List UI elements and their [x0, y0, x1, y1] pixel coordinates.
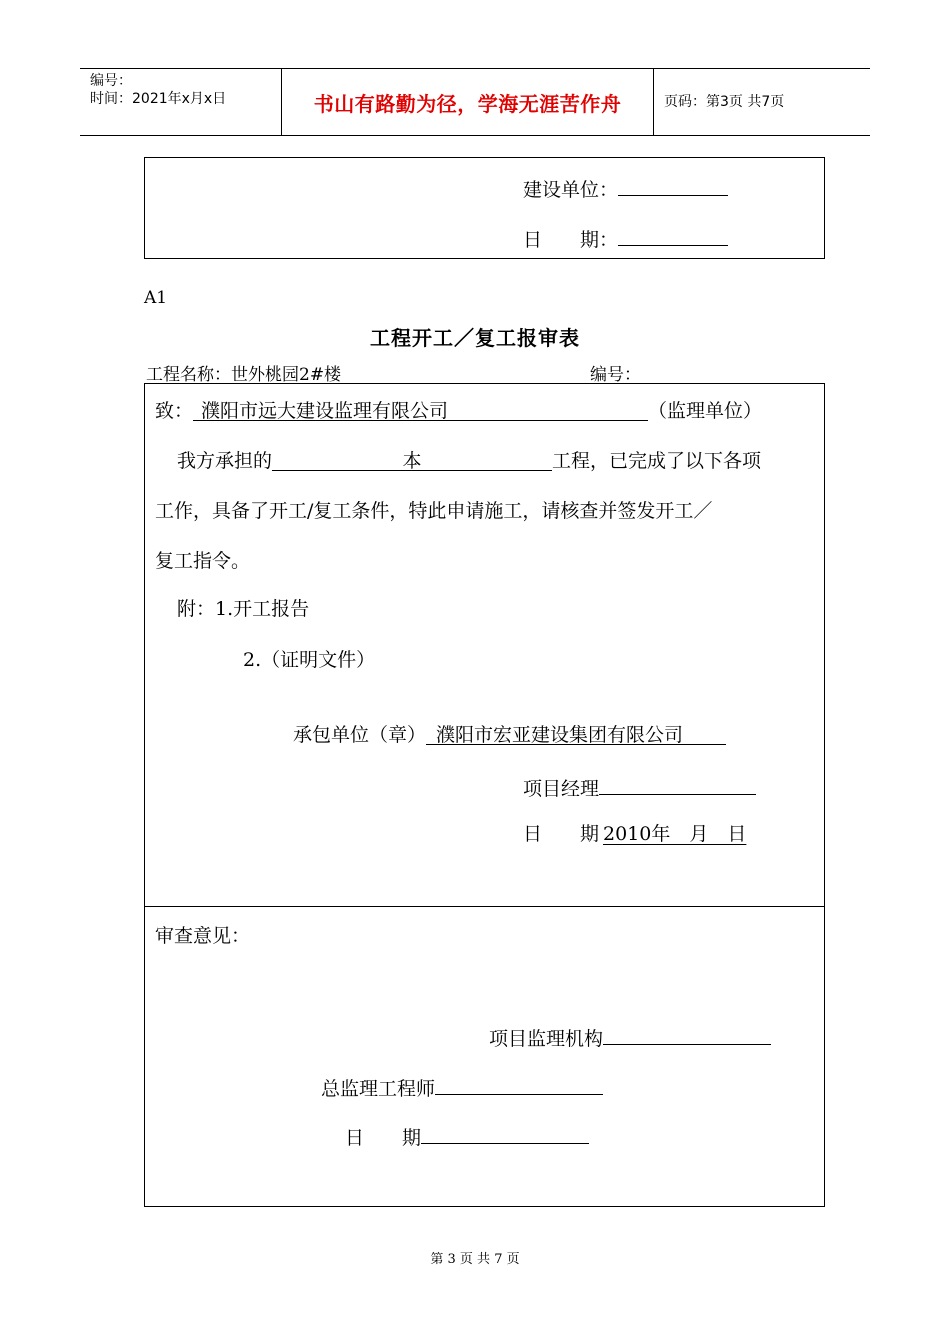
project-fill-field[interactable] — [272, 449, 552, 471]
contractor-date-line — [523, 822, 746, 846]
page-info: 页码：第3页 共7页 — [664, 94, 785, 110]
supervision-org-label: 项目监理机构 — [489, 1028, 604, 1050]
contractor-label: 承包单位（章） — [293, 724, 427, 746]
contractor-date-label: 日 期 — [523, 823, 600, 845]
construction-date-label: 日 期： — [523, 229, 619, 251]
header-left-cell — [80, 69, 282, 135]
contractor-line — [293, 723, 726, 747]
contractor-field[interactable] — [426, 723, 726, 745]
manager-label: 项目经理 — [523, 778, 600, 800]
construction-unit-label: 建设单位： — [523, 179, 619, 201]
body-line1-prefix: 我方承担的 — [177, 450, 273, 472]
body-line1-suffix: 工程，已完成了以下各项 — [552, 450, 762, 472]
construction-unit-blank[interactable] — [618, 174, 728, 196]
form-title: 工程开工／复工报审表 — [370, 326, 580, 350]
signature-box — [144, 157, 825, 259]
supervision-org-blank[interactable] — [603, 1023, 771, 1045]
form-code: A1 — [144, 288, 168, 308]
review-date-label: 日 期 — [345, 1127, 422, 1149]
page-header — [80, 68, 870, 136]
to-line — [155, 399, 762, 423]
review-label: 审查意见： — [155, 925, 251, 947]
manager-blank[interactable] — [599, 773, 756, 795]
recipient-field[interactable] — [193, 399, 648, 421]
time-label: 时间：2021年x月x日 — [90, 91, 227, 107]
project-fill-value: 本 — [402, 450, 422, 472]
attachment-1: 附：1.开工报告 — [177, 598, 310, 620]
header-motto-cell — [282, 69, 654, 135]
construction-unit-row — [523, 174, 728, 202]
review-date-blank[interactable] — [421, 1122, 589, 1144]
contractor-date-value[interactable]: 2010年 月 日 — [603, 823, 747, 845]
application-box — [144, 383, 825, 907]
serial-label: 编号： — [90, 73, 132, 89]
attachment-2: 2.（证明文件） — [243, 649, 376, 671]
motto: 书山有路勤为径，学海无涯苦作舟 — [313, 91, 622, 116]
construction-date-blank[interactable] — [618, 224, 728, 246]
construction-date-row — [523, 224, 728, 252]
supervision-org-line — [489, 1023, 771, 1051]
chief-engineer-blank[interactable] — [435, 1073, 603, 1095]
number-label: 编号： — [590, 365, 641, 385]
to-suffix: （监理单位） — [648, 400, 763, 422]
manager-line — [523, 773, 756, 801]
recipient-name: 濮阳市远大建设监理有限公司 — [201, 400, 449, 422]
body-line-3: 复工指令。 — [155, 550, 251, 572]
to-prefix: 致： — [155, 400, 194, 422]
chief-engineer-label: 总监理工程师 — [321, 1078, 436, 1100]
review-box — [144, 906, 825, 1207]
body-line-1 — [177, 449, 761, 473]
chief-engineer-line — [321, 1073, 603, 1101]
body-line-2: 工作，具备了开工/复工条件，特此申请施工，请核查并签发开工／ — [155, 500, 713, 522]
project-name: 工程名称：世外桃园2#楼 — [146, 365, 342, 385]
review-date-line — [345, 1122, 589, 1150]
header-page-cell — [654, 69, 870, 135]
page-footer: 第 3 页 共 7 页 — [430, 1252, 520, 1267]
contractor-name: 濮阳市宏亚建设集团有限公司 — [436, 724, 684, 746]
